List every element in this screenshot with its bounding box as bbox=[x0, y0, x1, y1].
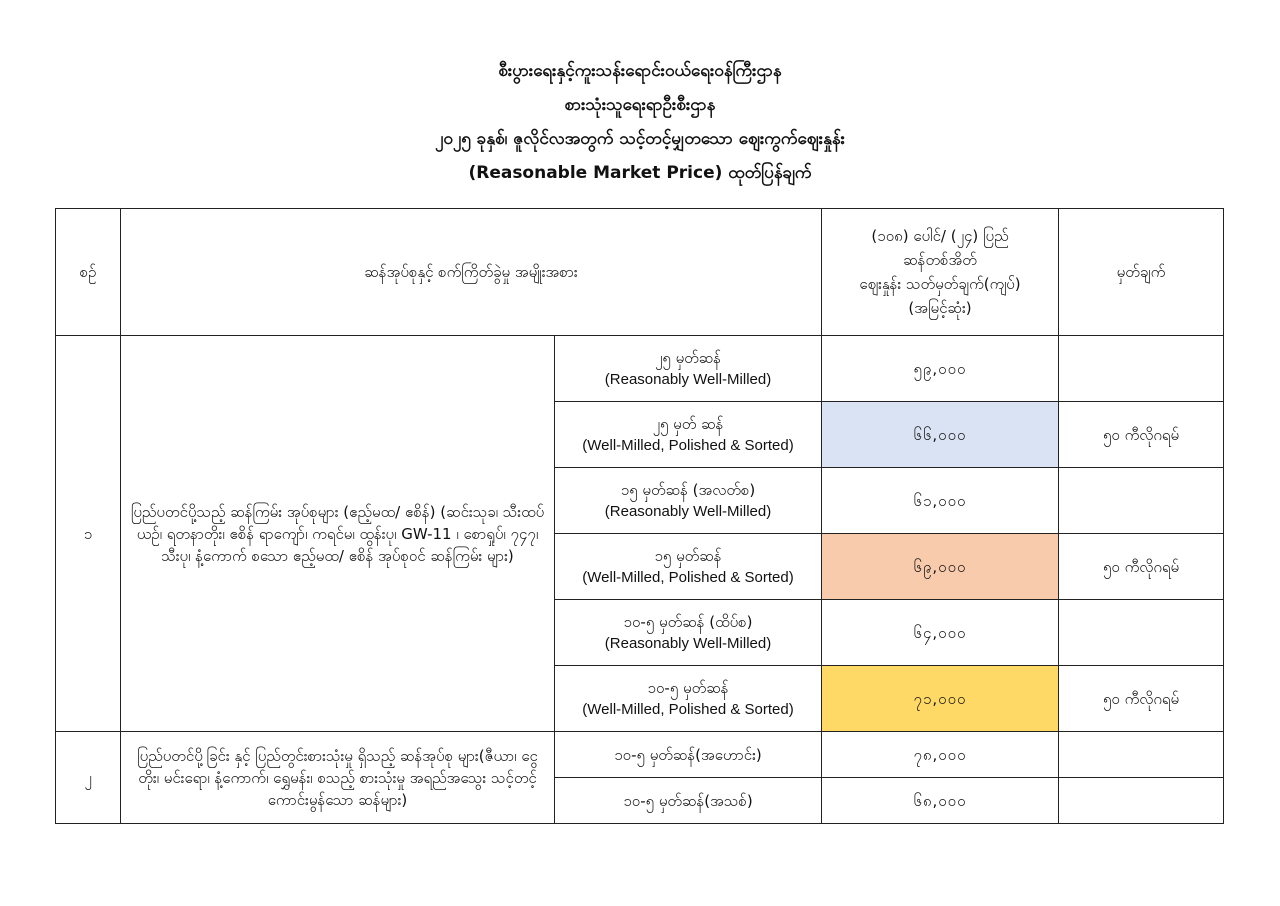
grade-name-en: (Reasonably Well-Milled) bbox=[604, 370, 772, 388]
grade-name: ၁၅ မှတ်ဆန် (အလတ်စ) bbox=[620, 480, 756, 499]
grade-cell bbox=[555, 666, 822, 732]
grade-cell bbox=[555, 402, 822, 468]
grade-cell bbox=[555, 468, 822, 534]
price-cell bbox=[822, 534, 1059, 600]
price-table bbox=[55, 208, 1224, 824]
group-number: ၁ bbox=[56, 336, 121, 732]
grade-cell bbox=[555, 732, 822, 778]
price-value: ၇၈,၀၀၀ bbox=[913, 745, 967, 764]
grade-name: ၂၅ မှတ် ဆန် bbox=[652, 414, 724, 433]
price-cell bbox=[822, 336, 1059, 402]
price-value: ၆၁,၀၀၀ bbox=[913, 491, 967, 510]
note-cell bbox=[1059, 336, 1224, 402]
price-value: ၅၉,၀၀၀ bbox=[913, 359, 967, 378]
grade-name: ၁၀-၅ မှတ်ဆန် (ထိပ်စ) bbox=[623, 612, 753, 631]
grade-name: ၂၅ မှတ်ဆန် bbox=[655, 348, 722, 367]
price-value: ၆၆,၀၀၀ bbox=[913, 425, 967, 444]
table-header-row bbox=[56, 209, 1224, 336]
price-cell bbox=[822, 778, 1059, 824]
document-header bbox=[0, 54, 1280, 190]
grade-name: ၁၅ မှတ်ဆန် bbox=[654, 546, 722, 565]
price-value: ၆၈,၀၀၀ bbox=[913, 791, 967, 810]
note-cell bbox=[1059, 732, 1224, 778]
header-price-line1: (၁၀၈) ပေါင်/ (၂၄) ပြည် bbox=[871, 227, 1009, 245]
price-cell bbox=[822, 402, 1059, 468]
price-value: ၇၁,၀၀၀ bbox=[913, 689, 967, 708]
grade-cell bbox=[555, 778, 822, 824]
price-value: ၆၉,၀၀၀ bbox=[913, 557, 967, 576]
note-cell bbox=[1059, 468, 1224, 534]
grade-cell bbox=[555, 534, 822, 600]
header-price bbox=[822, 209, 1059, 336]
note-cell bbox=[1059, 600, 1224, 666]
grade-name-en: (Well-Milled, Polished & Sorted) bbox=[582, 700, 794, 718]
price-value: ၆၄,၀၀၀ bbox=[913, 623, 967, 642]
header-price-line4: (အမြင့်ဆုံး) bbox=[908, 299, 972, 317]
note-cell bbox=[1059, 778, 1224, 824]
header-description: ဆန်အုပ်စုနှင့် စက်ကြိတ်ခွဲမှု အမျိုးအစား bbox=[121, 209, 822, 336]
document-subtitle: ၂၀၂၅ ခုနှစ်၊ ဇူလိုင်လအတွက် သင့်တင့်မျှတသော ဈေးကွက်ဈေးနှုန်း bbox=[435, 129, 845, 149]
header-price-line3: ဈေးနှုန်း သတ်မှတ်ချက်(ကျပ်) bbox=[859, 275, 1021, 293]
header-note: မှတ်ချက် bbox=[1059, 209, 1224, 336]
grade-name: ၁၀-၅ မှတ်ဆန်(အသစ်) bbox=[623, 791, 753, 810]
group-description: ပြည်ပတင်ပို့သည့် ဆန်ကြမ်း အုပ်စုများ (ဧည့်မထ/ ဧစိန်) (ဆင်းသုခ၊ သီးထပ်ယဉ်၊ ရတနာတိုး၊ ဧစိန် ရာကျော်၊ ကရင်မ၊ ထွန်းပု၊ GW-11 ၊ စောရှုပ်၊ ၇၄၇၊ သီးပု၊ နံ့ကောက် စသော ဧည့်မထ/ ဧစိန် အုပ်စုဝင် ဆန်ကြမ်း များ) bbox=[121, 336, 555, 732]
header-price-line2: ဆန်တစ်အိတ် bbox=[903, 251, 977, 269]
table-row bbox=[56, 732, 1224, 778]
header-no: စဉ် bbox=[56, 209, 121, 336]
group-description: ပြည်ပတင်ပို့ခြင်း နှင့် ပြည်တွင်းစားသုံးမှု ရှိသည့် ဆန်အုပ်စု များ(ဇီယာ၊ ငွေတိုး၊ မင်းရော၊ နံ့ကောက်၊ ရွှေမန်း၊ စသည့် စားသုံးမှု အရည်အသွေး သင့်တင့် ကောင်းမွန်သော ဆန်များ) bbox=[121, 732, 555, 824]
price-cell bbox=[822, 666, 1059, 732]
grade-cell bbox=[555, 336, 822, 402]
price-cell bbox=[822, 600, 1059, 666]
note-cell: ၅၀ ကီလိုဂရမ် bbox=[1059, 534, 1224, 600]
table-row bbox=[56, 336, 1224, 402]
document-title: (Reasonable Market Price) ထုတ်ပြန်ချက် bbox=[468, 163, 812, 183]
grade-name-en: (Reasonably Well-Milled) bbox=[604, 502, 772, 520]
grade-name-en: (Reasonably Well-Milled) bbox=[604, 634, 772, 652]
price-cell bbox=[822, 468, 1059, 534]
note-cell: ၅၀ ကီလိုဂရမ် bbox=[1059, 666, 1224, 732]
price-cell bbox=[822, 732, 1059, 778]
grade-cell bbox=[555, 600, 822, 666]
note-cell: ၅၀ ကီလိုဂရမ် bbox=[1059, 402, 1224, 468]
department-name: စားသုံးသူရေးရာဦးစီးဌာန bbox=[564, 95, 716, 115]
group-number: ၂ bbox=[56, 732, 121, 824]
ministry-name: စီးပွားရေးနှင့်ကူးသန်းရောင်းဝယ်ရေးဝန်ကြီးဌာန bbox=[498, 61, 782, 81]
grade-name-en: (Well-Milled, Polished & Sorted) bbox=[582, 436, 794, 454]
grade-name: ၁၀-၅ မှတ်ဆန် bbox=[647, 678, 729, 697]
grade-name-en: (Well-Milled, Polished & Sorted) bbox=[582, 568, 794, 586]
grade-name: ၁၀-၅ မှတ်ဆန်(အဟောင်း) bbox=[614, 745, 762, 764]
